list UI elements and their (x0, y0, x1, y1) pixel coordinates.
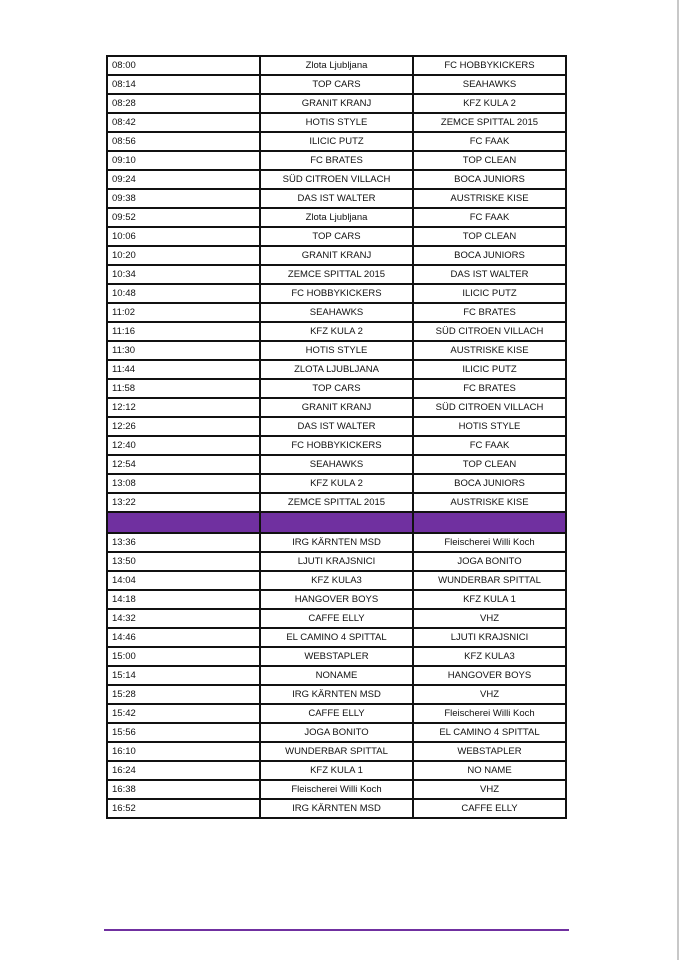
match-time: 11:02 (107, 303, 260, 322)
match-time: 13:50 (107, 552, 260, 571)
break-cell (260, 512, 413, 533)
match-row (107, 436, 566, 455)
match-row (107, 628, 566, 647)
away-team: FC FAAK (413, 208, 566, 227)
match-time: 15:00 (107, 647, 260, 666)
away-team: LJUTI KRAJSNICI (413, 628, 566, 647)
footer-divider (104, 929, 569, 931)
break-separator-row (107, 512, 566, 533)
away-team: DAS IST WALTER (413, 265, 566, 284)
home-team: Zlota Ljubljana (260, 208, 413, 227)
match-time: 08:42 (107, 113, 260, 132)
match-row (107, 360, 566, 379)
match-row (107, 56, 566, 75)
match-row (107, 780, 566, 799)
away-team: AUSTRISKE KISE (413, 493, 566, 512)
home-team: KFZ KULA 2 (260, 322, 413, 341)
home-team: LJUTI KRAJSNICI (260, 552, 413, 571)
match-row (107, 94, 566, 113)
home-team: TOP CARS (260, 75, 413, 94)
match-time: 12:40 (107, 436, 260, 455)
match-time: 11:16 (107, 322, 260, 341)
match-time: 16:52 (107, 799, 260, 818)
home-team: NONAME (260, 666, 413, 685)
match-time: 13:08 (107, 474, 260, 493)
away-team: WUNDERBAR SPITTAL (413, 571, 566, 590)
match-row (107, 189, 566, 208)
home-team: KFZ KULA3 (260, 571, 413, 590)
match-time: 15:56 (107, 723, 260, 742)
match-row (107, 284, 566, 303)
away-team: ZEMCE SPITTAL 2015 (413, 113, 566, 132)
away-team: TOP CLEAN (413, 151, 566, 170)
away-team: FC HOBBYKICKERS (413, 56, 566, 75)
home-team: WUNDERBAR SPITTAL (260, 742, 413, 761)
home-team: IRG KÄRNTEN MSD (260, 799, 413, 818)
match-row (107, 647, 566, 666)
home-team: EL CAMINO 4 SPITTAL (260, 628, 413, 647)
match-row (107, 552, 566, 571)
match-row (107, 246, 566, 265)
match-row (107, 474, 566, 493)
away-team: HANGOVER BOYS (413, 666, 566, 685)
match-time: 11:58 (107, 379, 260, 398)
home-team: GRANIT KRANJ (260, 398, 413, 417)
home-team: FC HOBBYKICKERS (260, 436, 413, 455)
match-row (107, 493, 566, 512)
match-row (107, 151, 566, 170)
match-time: 10:06 (107, 227, 260, 246)
match-row (107, 303, 566, 322)
match-row (107, 265, 566, 284)
away-team: EL CAMINO 4 SPITTAL (413, 723, 566, 742)
home-team: DAS IST WALTER (260, 417, 413, 436)
home-team: Fleischerei Willi Koch (260, 780, 413, 799)
away-team: AUSTRISKE KISE (413, 189, 566, 208)
match-row (107, 170, 566, 189)
match-time: 15:42 (107, 704, 260, 723)
home-team: ZLOTA LJUBLJANA (260, 360, 413, 379)
match-time: 11:30 (107, 341, 260, 360)
match-time: 12:12 (107, 398, 260, 417)
home-team: TOP CARS (260, 379, 413, 398)
home-team: ZEMCE SPITTAL 2015 (260, 265, 413, 284)
away-team: FC FAAK (413, 132, 566, 151)
match-row (107, 723, 566, 742)
match-row (107, 208, 566, 227)
home-team: ILICIC PUTZ (260, 132, 413, 151)
match-row (107, 704, 566, 723)
match-time: 14:46 (107, 628, 260, 647)
away-team: Fleischerei Willi Koch (413, 704, 566, 723)
match-row (107, 227, 566, 246)
home-team: WEBSTAPLER (260, 647, 413, 666)
away-team: HOTIS STYLE (413, 417, 566, 436)
home-team: ZEMCE SPITTAL 2015 (260, 493, 413, 512)
home-team: CAFFE ELLY (260, 704, 413, 723)
match-time: 12:26 (107, 417, 260, 436)
home-team: Zlota Ljubljana (260, 56, 413, 75)
away-team: WEBSTAPLER (413, 742, 566, 761)
break-cell (413, 512, 566, 533)
match-time: 16:10 (107, 742, 260, 761)
away-team: ILICIC PUTZ (413, 284, 566, 303)
match-time: 10:48 (107, 284, 260, 303)
match-time: 09:52 (107, 208, 260, 227)
away-team: Fleischerei Willi Koch (413, 533, 566, 552)
match-row (107, 341, 566, 360)
match-time: 13:22 (107, 493, 260, 512)
away-team: JOGA BONITO (413, 552, 566, 571)
match-time: 14:32 (107, 609, 260, 628)
match-row (107, 113, 566, 132)
match-row (107, 742, 566, 761)
home-team: HOTIS STYLE (260, 113, 413, 132)
away-team: AUSTRISKE KISE (413, 341, 566, 360)
match-time: 09:24 (107, 170, 260, 189)
match-time: 13:36 (107, 533, 260, 552)
match-row (107, 379, 566, 398)
match-row (107, 322, 566, 341)
match-row (107, 761, 566, 780)
away-team: TOP CLEAN (413, 227, 566, 246)
away-team: FC BRATES (413, 379, 566, 398)
away-team: ILICIC PUTZ (413, 360, 566, 379)
match-time: 12:54 (107, 455, 260, 474)
home-team: GRANIT KRANJ (260, 94, 413, 113)
match-time: 08:00 (107, 56, 260, 75)
home-team: FC BRATES (260, 151, 413, 170)
away-team: TOP CLEAN (413, 455, 566, 474)
match-row (107, 685, 566, 704)
match-time: 08:28 (107, 94, 260, 113)
away-team: FC BRATES (413, 303, 566, 322)
home-team: CAFFE ELLY (260, 609, 413, 628)
match-row (107, 398, 566, 417)
away-team: BOCA JUNIORS (413, 170, 566, 189)
home-team: DAS IST WALTER (260, 189, 413, 208)
match-time: 14:04 (107, 571, 260, 590)
home-team: TOP CARS (260, 227, 413, 246)
match-row (107, 799, 566, 818)
match-time: 09:10 (107, 151, 260, 170)
away-team: SEAHAWKS (413, 75, 566, 94)
match-schedule-table (106, 55, 567, 819)
away-team: VHZ (413, 609, 566, 628)
away-team: SÜD CITROEN VILLACH (413, 398, 566, 417)
away-team: SÜD CITROEN VILLACH (413, 322, 566, 341)
home-team: SEAHAWKS (260, 455, 413, 474)
match-time: 15:14 (107, 666, 260, 685)
match-row (107, 132, 566, 151)
match-row (107, 571, 566, 590)
away-team: BOCA JUNIORS (413, 246, 566, 265)
match-time: 08:14 (107, 75, 260, 94)
home-team: KFZ KULA 1 (260, 761, 413, 780)
match-row (107, 75, 566, 94)
match-time: 08:56 (107, 132, 260, 151)
match-time: 09:38 (107, 189, 260, 208)
home-team: GRANIT KRANJ (260, 246, 413, 265)
home-team: SÜD CITROEN VILLACH (260, 170, 413, 189)
match-row (107, 609, 566, 628)
break-cell (107, 512, 260, 533)
away-team: CAFFE ELLY (413, 799, 566, 818)
match-time: 16:24 (107, 761, 260, 780)
match-time: 10:34 (107, 265, 260, 284)
match-row (107, 666, 566, 685)
away-team: BOCA JUNIORS (413, 474, 566, 493)
away-team: KFZ KULA3 (413, 647, 566, 666)
match-row (107, 417, 566, 436)
home-team: FC HOBBYKICKERS (260, 284, 413, 303)
away-team: VHZ (413, 685, 566, 704)
away-team: VHZ (413, 780, 566, 799)
schedule-body (107, 56, 566, 818)
away-team: KFZ KULA 1 (413, 590, 566, 609)
match-row (107, 590, 566, 609)
home-team: HOTIS STYLE (260, 341, 413, 360)
match-time: 10:20 (107, 246, 260, 265)
home-team: JOGA BONITO (260, 723, 413, 742)
home-team: HANGOVER BOYS (260, 590, 413, 609)
away-team: NO NAME (413, 761, 566, 780)
away-team: KFZ KULA 2 (413, 94, 566, 113)
match-row (107, 455, 566, 474)
match-time: 16:38 (107, 780, 260, 799)
home-team: IRG KÄRNTEN MSD (260, 533, 413, 552)
match-time: 11:44 (107, 360, 260, 379)
home-team: KFZ KULA 2 (260, 474, 413, 493)
match-time: 15:28 (107, 685, 260, 704)
home-team: SEAHAWKS (260, 303, 413, 322)
home-team: IRG KÄRNTEN MSD (260, 685, 413, 704)
match-row (107, 533, 566, 552)
away-team: FC FAAK (413, 436, 566, 455)
match-time: 14:18 (107, 590, 260, 609)
